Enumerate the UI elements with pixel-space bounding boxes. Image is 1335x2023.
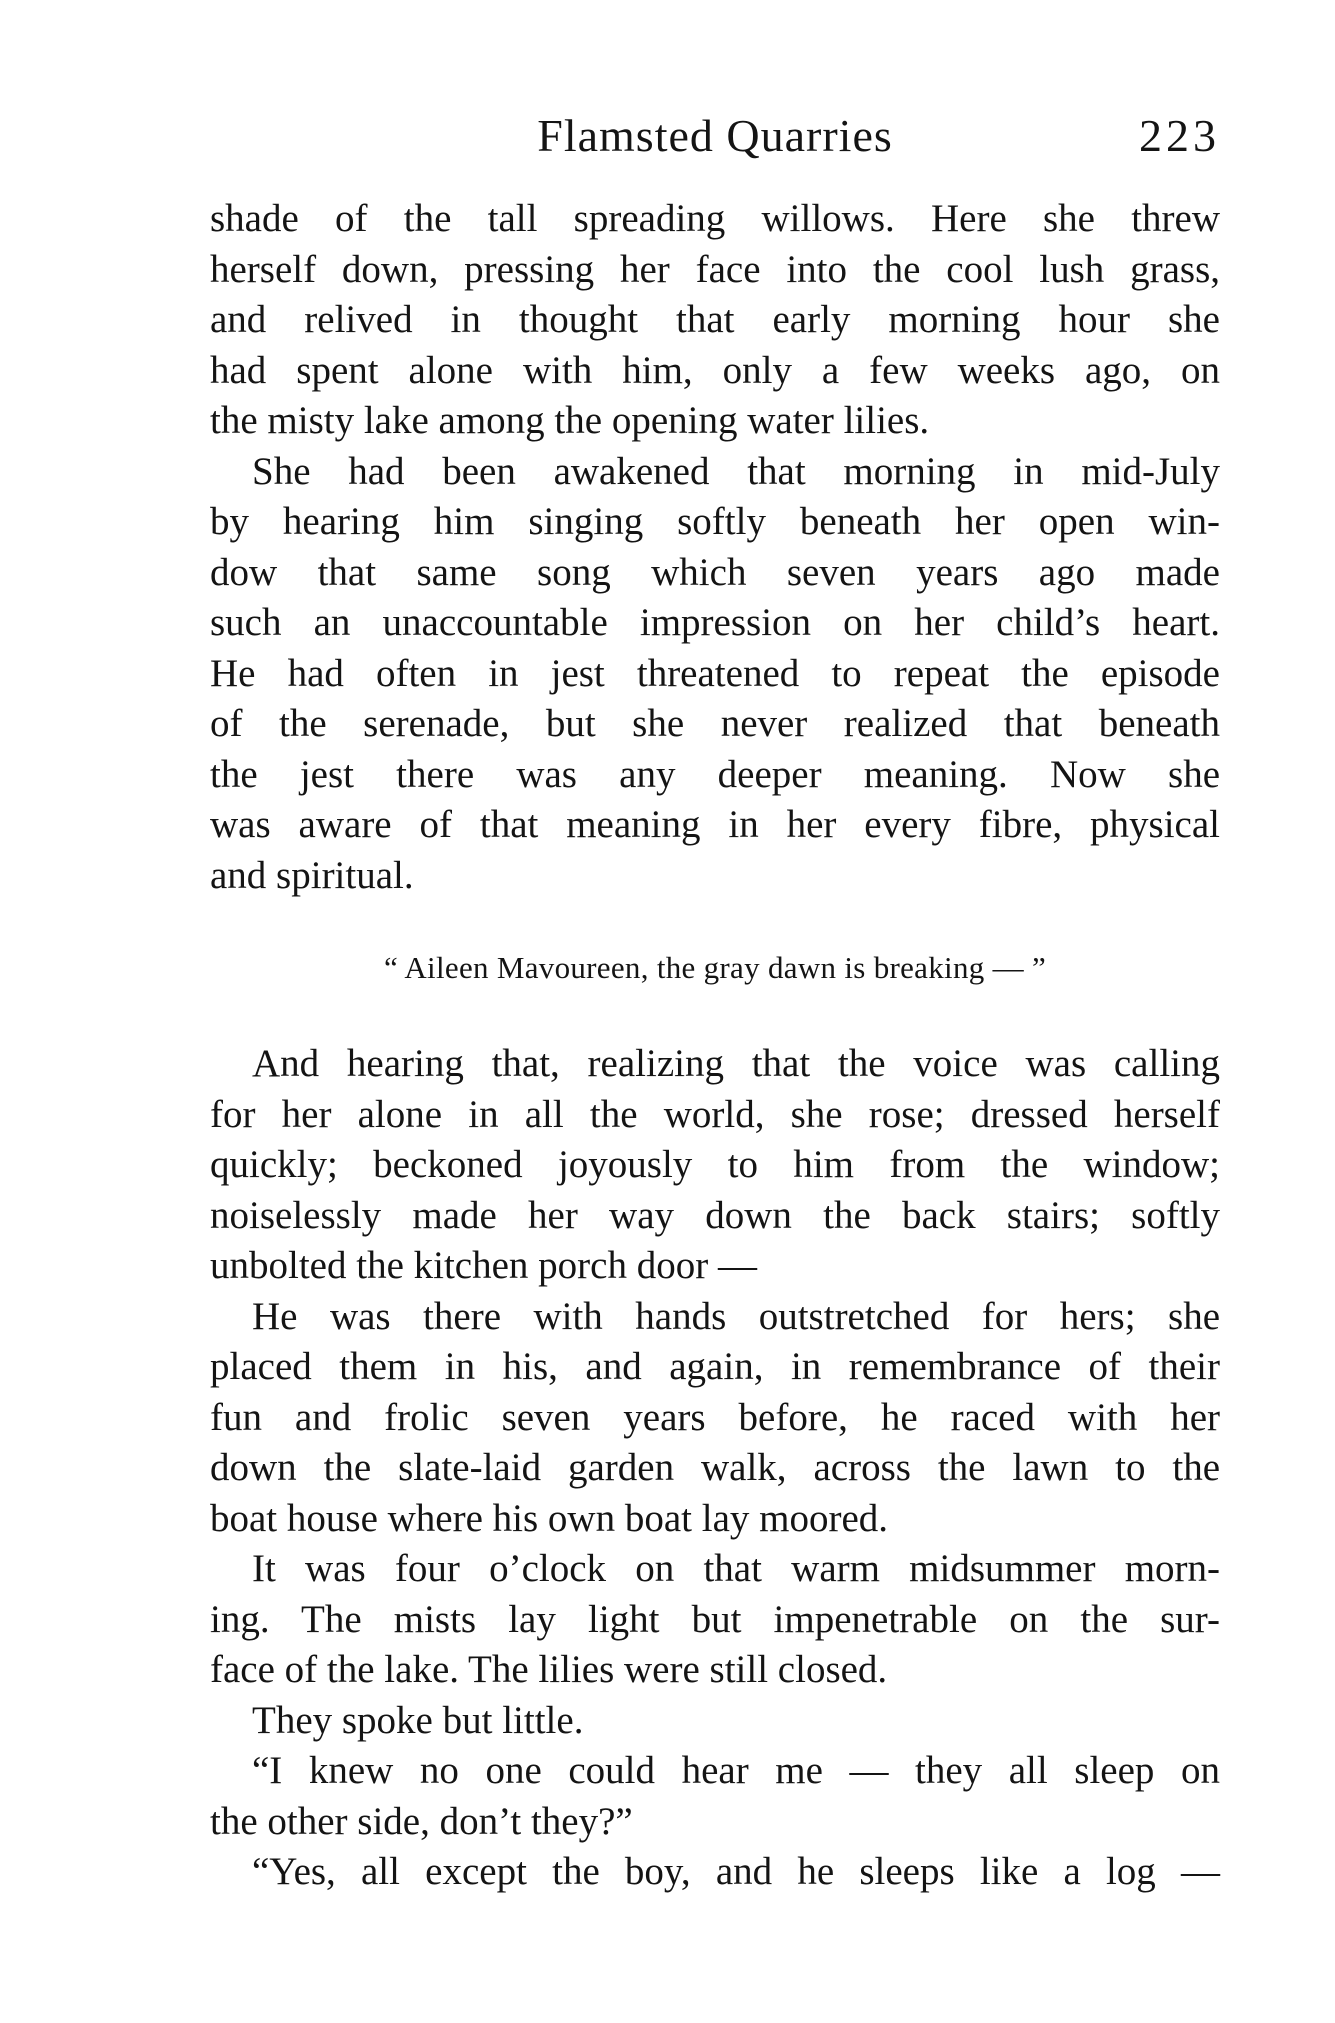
text-line: and relived in thought that early morning hour she (210, 298, 1220, 341)
text-line: unbolted the kitchen porch door — (210, 1244, 757, 1287)
text-line: And hearing that, realizing that the voice was calling (252, 1042, 1220, 1085)
text-line: was aware of that meaning in her every fibre, physical (210, 803, 1220, 846)
paragraph-8 (210, 1847, 1220, 1898)
text-line: He had often in jest threatened to repeat the episode (210, 651, 1220, 695)
text-line: herself down, pressing her face into the cool lush grass, (210, 247, 1220, 291)
paragraph-2 (210, 447, 1220, 902)
body-text (210, 194, 1220, 1898)
text-line: She had been awakened that morning in mid-July (252, 449, 1220, 493)
running-head (210, 106, 1220, 166)
text-line: face of the lake. The lilies were still closed. (210, 1648, 888, 1691)
paragraph-5 (210, 1544, 1220, 1696)
text-line: placed them in his, and again, in remembrance of their (210, 1345, 1220, 1388)
text-line: “I knew no one could hear me — they all sleep on (252, 1749, 1220, 1792)
text-line: quickly; beckoned joyously to him from the window; (210, 1143, 1220, 1186)
song-quote: “ Aileen Mavoureen, the gray dawn is breaking — ” (383, 950, 1047, 985)
paragraph-7 (210, 1746, 1220, 1847)
text-line: noiselessly made her way down the back stairs; softly (210, 1193, 1220, 1237)
paragraph-4 (210, 1292, 1220, 1545)
text-line: had spent alone with him, only a few weeks ago, on (210, 348, 1220, 392)
text-line: the jest there was any deeper meaning. Now she (210, 752, 1220, 796)
text-line: by hearing him singing softly beneath her open win- (210, 500, 1220, 543)
paragraph-6 (210, 1696, 1220, 1747)
text-line: and spiritual. (210, 853, 414, 897)
text-line: It was four o’clock on that warm midsummer morn- (252, 1547, 1220, 1590)
running-title: Flamsted Quarries (537, 110, 893, 161)
text-line: fun and frolic seven years before, he raced with her (210, 1395, 1220, 1439)
text-line: ing. The mists lay light but impenetrable on the sur- (210, 1597, 1220, 1641)
page-number: 223 (1139, 110, 1220, 161)
text-line: They spoke but little. (252, 1698, 584, 1742)
paragraph-1 (210, 194, 1220, 447)
paragraph-3 (210, 1039, 1220, 1292)
text-line: of the serenade, but she never realized that beneath (210, 702, 1220, 745)
text-line: down the slate-laid garden walk, across the lawn to the (210, 1446, 1220, 1489)
text-line: He was there with hands outstretched for hers; she (252, 1294, 1220, 1338)
text-line: “Yes, all except the boy, and he sleeps like a log — (252, 1850, 1220, 1893)
text-line: dow that same song which seven years ago made (210, 550, 1220, 594)
text-line: the misty lake among the opening water lilies. (210, 399, 930, 442)
text-line: boat house where his own boat lay moored. (210, 1496, 889, 1540)
text-line: such an unaccountable impression on her child’s heart. (210, 601, 1220, 644)
text-line: the other side, don’t they?” (210, 1799, 633, 1843)
text-line: for her alone in all the world, she rose; dressed herself (210, 1092, 1220, 1136)
text-line: shade of the tall spreading willows. Here she threw (210, 197, 1220, 240)
